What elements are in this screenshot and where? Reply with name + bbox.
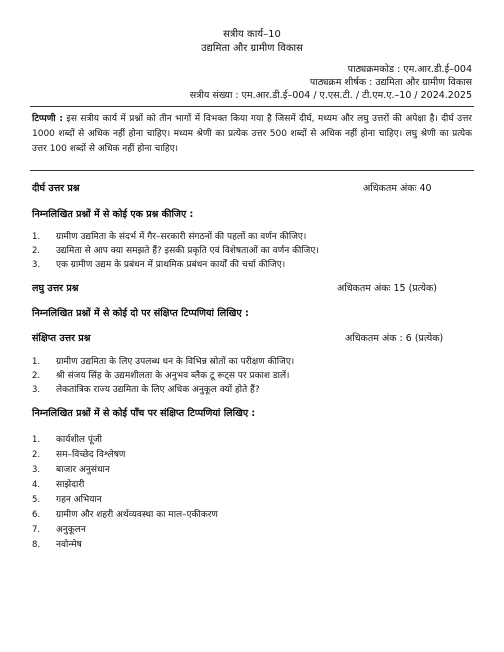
brief-answer-marks: अधिकतम अंक : 6 (प्रत्येक) <box>345 333 444 344</box>
item-number: 2. <box>32 246 41 256</box>
note-label: टिप्पणी : <box>32 114 63 124</box>
item-number: 1. <box>32 232 41 242</box>
course-title: पाठ्यक्रम शीर्षक : उद्यमिता और ग्रामीण विकास <box>309 77 472 88</box>
note-divider <box>30 170 474 171</box>
item-text: एक ग्रामीण उद्यम के प्रबंधन में प्राथमिक प्रबंधन कार्यों की चर्चा कीजिए। <box>56 260 286 270</box>
item-number: 3. <box>32 385 41 395</box>
long-answer-heading: दीर्घ उत्तर प्रश्न <box>32 183 80 194</box>
header-divider <box>30 106 474 107</box>
item-number: 5. <box>32 495 41 505</box>
item-text: ग्रामीण उद्यमिता के लिए उपलब्ध धन के विभिन्न स्रोतों का परीक्षण कीजिए। <box>56 357 295 367</box>
brief-answer-heading: संक्षिप्त उत्तर प्रश्न <box>32 333 91 344</box>
assignment-subtitle: उद्यमिता और ग्रामीण विकास <box>201 43 303 54</box>
item-number: 6. <box>32 510 41 520</box>
item-number: 3. <box>32 260 41 270</box>
item-text: अनुकूलन <box>56 525 86 535</box>
item-text: बाजार अनुसंधान <box>56 465 110 475</box>
item-text: उद्यमिता से आप क्या समझते हैं? इसकी प्रकृति एवं विशेषताओं का वर्णन कीजिए। <box>56 246 319 256</box>
item-number: 3. <box>32 465 41 475</box>
item-number: 1. <box>32 435 41 445</box>
note-paragraph <box>32 112 472 157</box>
item-number: 2. <box>32 371 41 381</box>
item-text: नवोन्मेष <box>56 540 82 550</box>
course-code: पाठ्यक्रमकोड : एम.आर.डी.ई–004 <box>347 64 472 75</box>
item-text: साझेदारी <box>56 480 85 490</box>
item-text: गहन अभियान <box>56 495 102 505</box>
item-text: ग्रामीण और शहरी अर्थव्यवस्था का माल–एकीकरण <box>56 510 218 520</box>
item-text: ग्रामीण उद्यमिता के संदर्भ में गैर–सरकारी संगठनों की पहलों का वर्णन कीजिए। <box>56 232 307 242</box>
item-number: 4. <box>32 480 41 490</box>
item-text: श्री संजय सिंह के उद्यमशीलता के अनुभव ब्लैक टू रूट्स पर प्रकाश डालें। <box>56 371 290 381</box>
notes-instruction: निम्नलिखित प्रश्नों में से कोई पाँच पर संक्षिप्त टिप्पणियां लिखिए : <box>32 408 256 419</box>
assignment-number: सत्रीय संख्या : एम.आर.डी.ई–004 / ए.एस.टी. / टी.एम.ए.–10 / 2024.2025 <box>189 90 472 101</box>
note-text: इस सत्रीय कार्य में प्रश्नों को तीन भागों में विभक्त किया गया है जिसमें दीर्घ, मध्यम और लघु उत्तरों की अपेक्षा है। दीर्घ उत्तर 1000 शब्दों से अधिक नहीं होना चाहिए। मध्यम श्रेणी का प्रत्येक उत्तर 500 शब्दों से अधिक नहीं होना चाहिए। लघु श्रेणी का प्रत्येक उत्तर 100 शब्दों से अधिक नहीं होना चाहिए। <box>32 114 472 154</box>
long-answer-instruction: निम्नलिखित प्रश्नों में से कोई एक प्रश्न कीजिए : <box>32 209 194 220</box>
item-number: 1. <box>32 357 41 367</box>
short-answer-instruction: निम्नलिखित प्रश्नों में से कोई दो पर संक्षिप्त टिप्पणियां लिखिए : <box>32 308 249 319</box>
long-answer-marks: अधिकतम अंकः 40 <box>363 183 432 194</box>
short-answer-marks: अधिकतम अंकः 15 (प्रत्येक) <box>337 283 437 294</box>
item-number: 2. <box>32 450 41 460</box>
item-text: सम–विच्छेद विश्लेषण <box>56 450 126 460</box>
short-answer-heading: लघु उत्तर प्रश्न <box>32 283 79 294</box>
item-number: 8. <box>32 540 41 550</box>
item-text: कार्यशील पूंजी <box>56 435 102 445</box>
item-number: 7. <box>32 525 41 535</box>
item-text: लेकतांत्रिक राज्य उद्यमिता के लिए अधिक अनुकूल क्यों होते हैं? <box>56 385 260 395</box>
assignment-title: सत्रीय कार्य–10 <box>223 29 281 40</box>
